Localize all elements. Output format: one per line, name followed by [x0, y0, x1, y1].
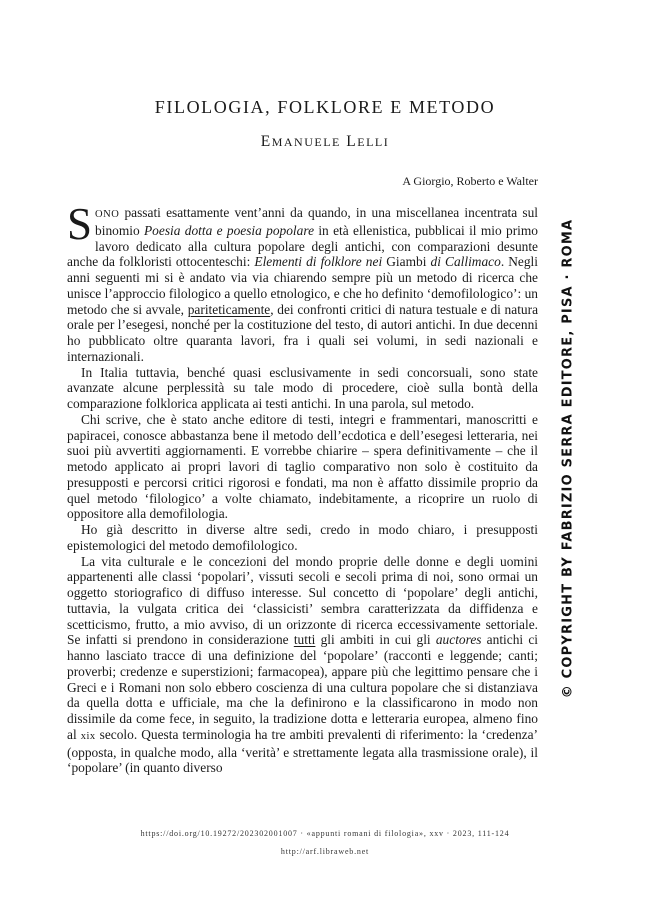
italic-run: di Callimaco	[430, 254, 501, 270]
author-last-rest: ELLI	[357, 135, 390, 149]
paragraph-5	[67, 554, 538, 777]
small-caps-run: xix	[80, 730, 96, 742]
author-first-initial: E	[260, 133, 272, 150]
paragraph-4: Ho già descritto in diverse altre sedi, credo in modo chiaro, i presupposti epistemologici del metodo demofilologico.	[67, 522, 538, 553]
author-first-rest: MANUELE	[271, 135, 341, 149]
text-run: La vita culturale e le concezioni del mondo proprie delle donne e degli uomini appartenenti alle classi ‘popolari’, vissuti secoli e secoli prima di noi, sono ormai un oggetto storiografico di diffuso interesse. Sul concetto di ‘popolare’ degli antichi, tuttavia, la vulgata critica dei ‘classicisti’ sembra caratterizzata da diffidenza e scetticismo, frutto, a mio avviso, di un orizzonte di ricerca eccessivamente settoriale. Se infatti si prendono in considerazione	[67, 553, 538, 648]
text-run: gli ambiti in cui gli	[315, 632, 436, 648]
underlined-run: pariteticamente	[187, 301, 271, 317]
text-run: Giambi	[382, 254, 431, 270]
copyright-sidebar	[552, 218, 584, 698]
paragraph-2: In Italia tuttavia, benché quasi esclusivamente in sedi concorsuali, sono state avanzate alcune perplessità su tale modo di procedere, cioè sulla bontà della comparazione folklorica applicata ai testi antichi. In una parola, sul metodo.	[67, 364, 538, 411]
underlined-run: tutti	[293, 632, 316, 648]
author-name	[0, 133, 650, 151]
journal-url-footer: http://arf.libraweb.net	[280, 847, 370, 856]
text-run: in età ellenistica, pubblicai il mio primo lavoro dedicato alla cultura popolare degli antichi, con comparazioni desunte anche da folkloristi ottocenteschi:	[67, 222, 538, 270]
text-run: passati esattamente vent’anni da quando, in una miscellanea incentrata sul binomio	[95, 205, 538, 238]
text-run: secolo. Questa terminologia ha tre ambiti prevalenti di riferimento: la ‘credenza’ (opposta, in qualche modo, alla ‘verità’ e strettamente legata alla trasmissione orale), il ‘popolare’ (in quanto diverso	[67, 726, 538, 776]
drop-cap: S	[67, 199, 93, 249]
text-run: . Negli anni seguenti mi si è andato via via chiarendo sempre più un metodo di ricerca che unisce l’approccio filologico a quello etnologico, e che ho definito ‘demofilologico’: un metodo che si avvale,	[67, 254, 538, 317]
text-run: antichi ci hanno lasciato tracce di una definizione del ‘popolare’ (racconti e leggende; canti; proverbi; credenze e superstizioni; farmacopea), appare più che legittimo pensare che i Greci e i Romani non solo ebbero coscienza di una cultura popolare che si distanziava da quella dotta e ufficiale, ma che la definirono e la classificarono in modo non dissimile da come fece, in seguito, la tradizione dotta e letteraria europea, almeno fino al	[67, 632, 538, 742]
doi-footer: https://doi.org/10.19272/202302001007 · «appunti romani di filologia», xxv · 2023, 111-124	[140, 829, 510, 838]
dedication: A Giorgio, Roberto e Walter	[402, 174, 538, 188]
italic-run: auctores	[435, 632, 482, 648]
article-body	[67, 199, 539, 776]
paragraph-3: Chi scrive, che è stato anche editore di testi, integri e frammentari, manoscritti e papiracei, conosce abbastanza bene il metodo dell’ecdotica e dell’esegesi letteraria, nei suoi più avvertiti aggiornamenti. E vorrebbe chiarire – spera definitivamente – che il metodo applicato ai propri lavori di taglio comparativo non solo è costituito da presupposti e percorsi critici rigorosi e fondati, ma non è affatto dissimile proprio da quel metodo ‘filologico’ a volte chiamato, indebitamente, a ricoprire un ruolo di oppositore alla demofilologia.	[67, 411, 538, 522]
small-caps-lead: ONO	[95, 209, 120, 220]
author-last-initial: L	[346, 133, 358, 150]
copyright-notice: © COPYRIGHT BY FABRIZIO SERRA EDITORE, PISA · ROMA	[560, 218, 576, 698]
text-run: , dei confronti critici di natura testuale e di natura orale per l’esegesi, nonché per la costituzione del testo, di autori antichi. In due decenni ho pubblicato oltre quaranta lavori, fra i quali sei volumi, in sedi nazionali e internazionali.	[67, 301, 539, 364]
article-title: FILOLOGIA, FOLKLORE E METODO	[154, 97, 496, 117]
italic-run: Poesia dotta e poesia popolare	[144, 222, 315, 238]
paragraph-1	[67, 199, 539, 365]
italic-run: Elementi di folklore nei	[254, 254, 383, 270]
